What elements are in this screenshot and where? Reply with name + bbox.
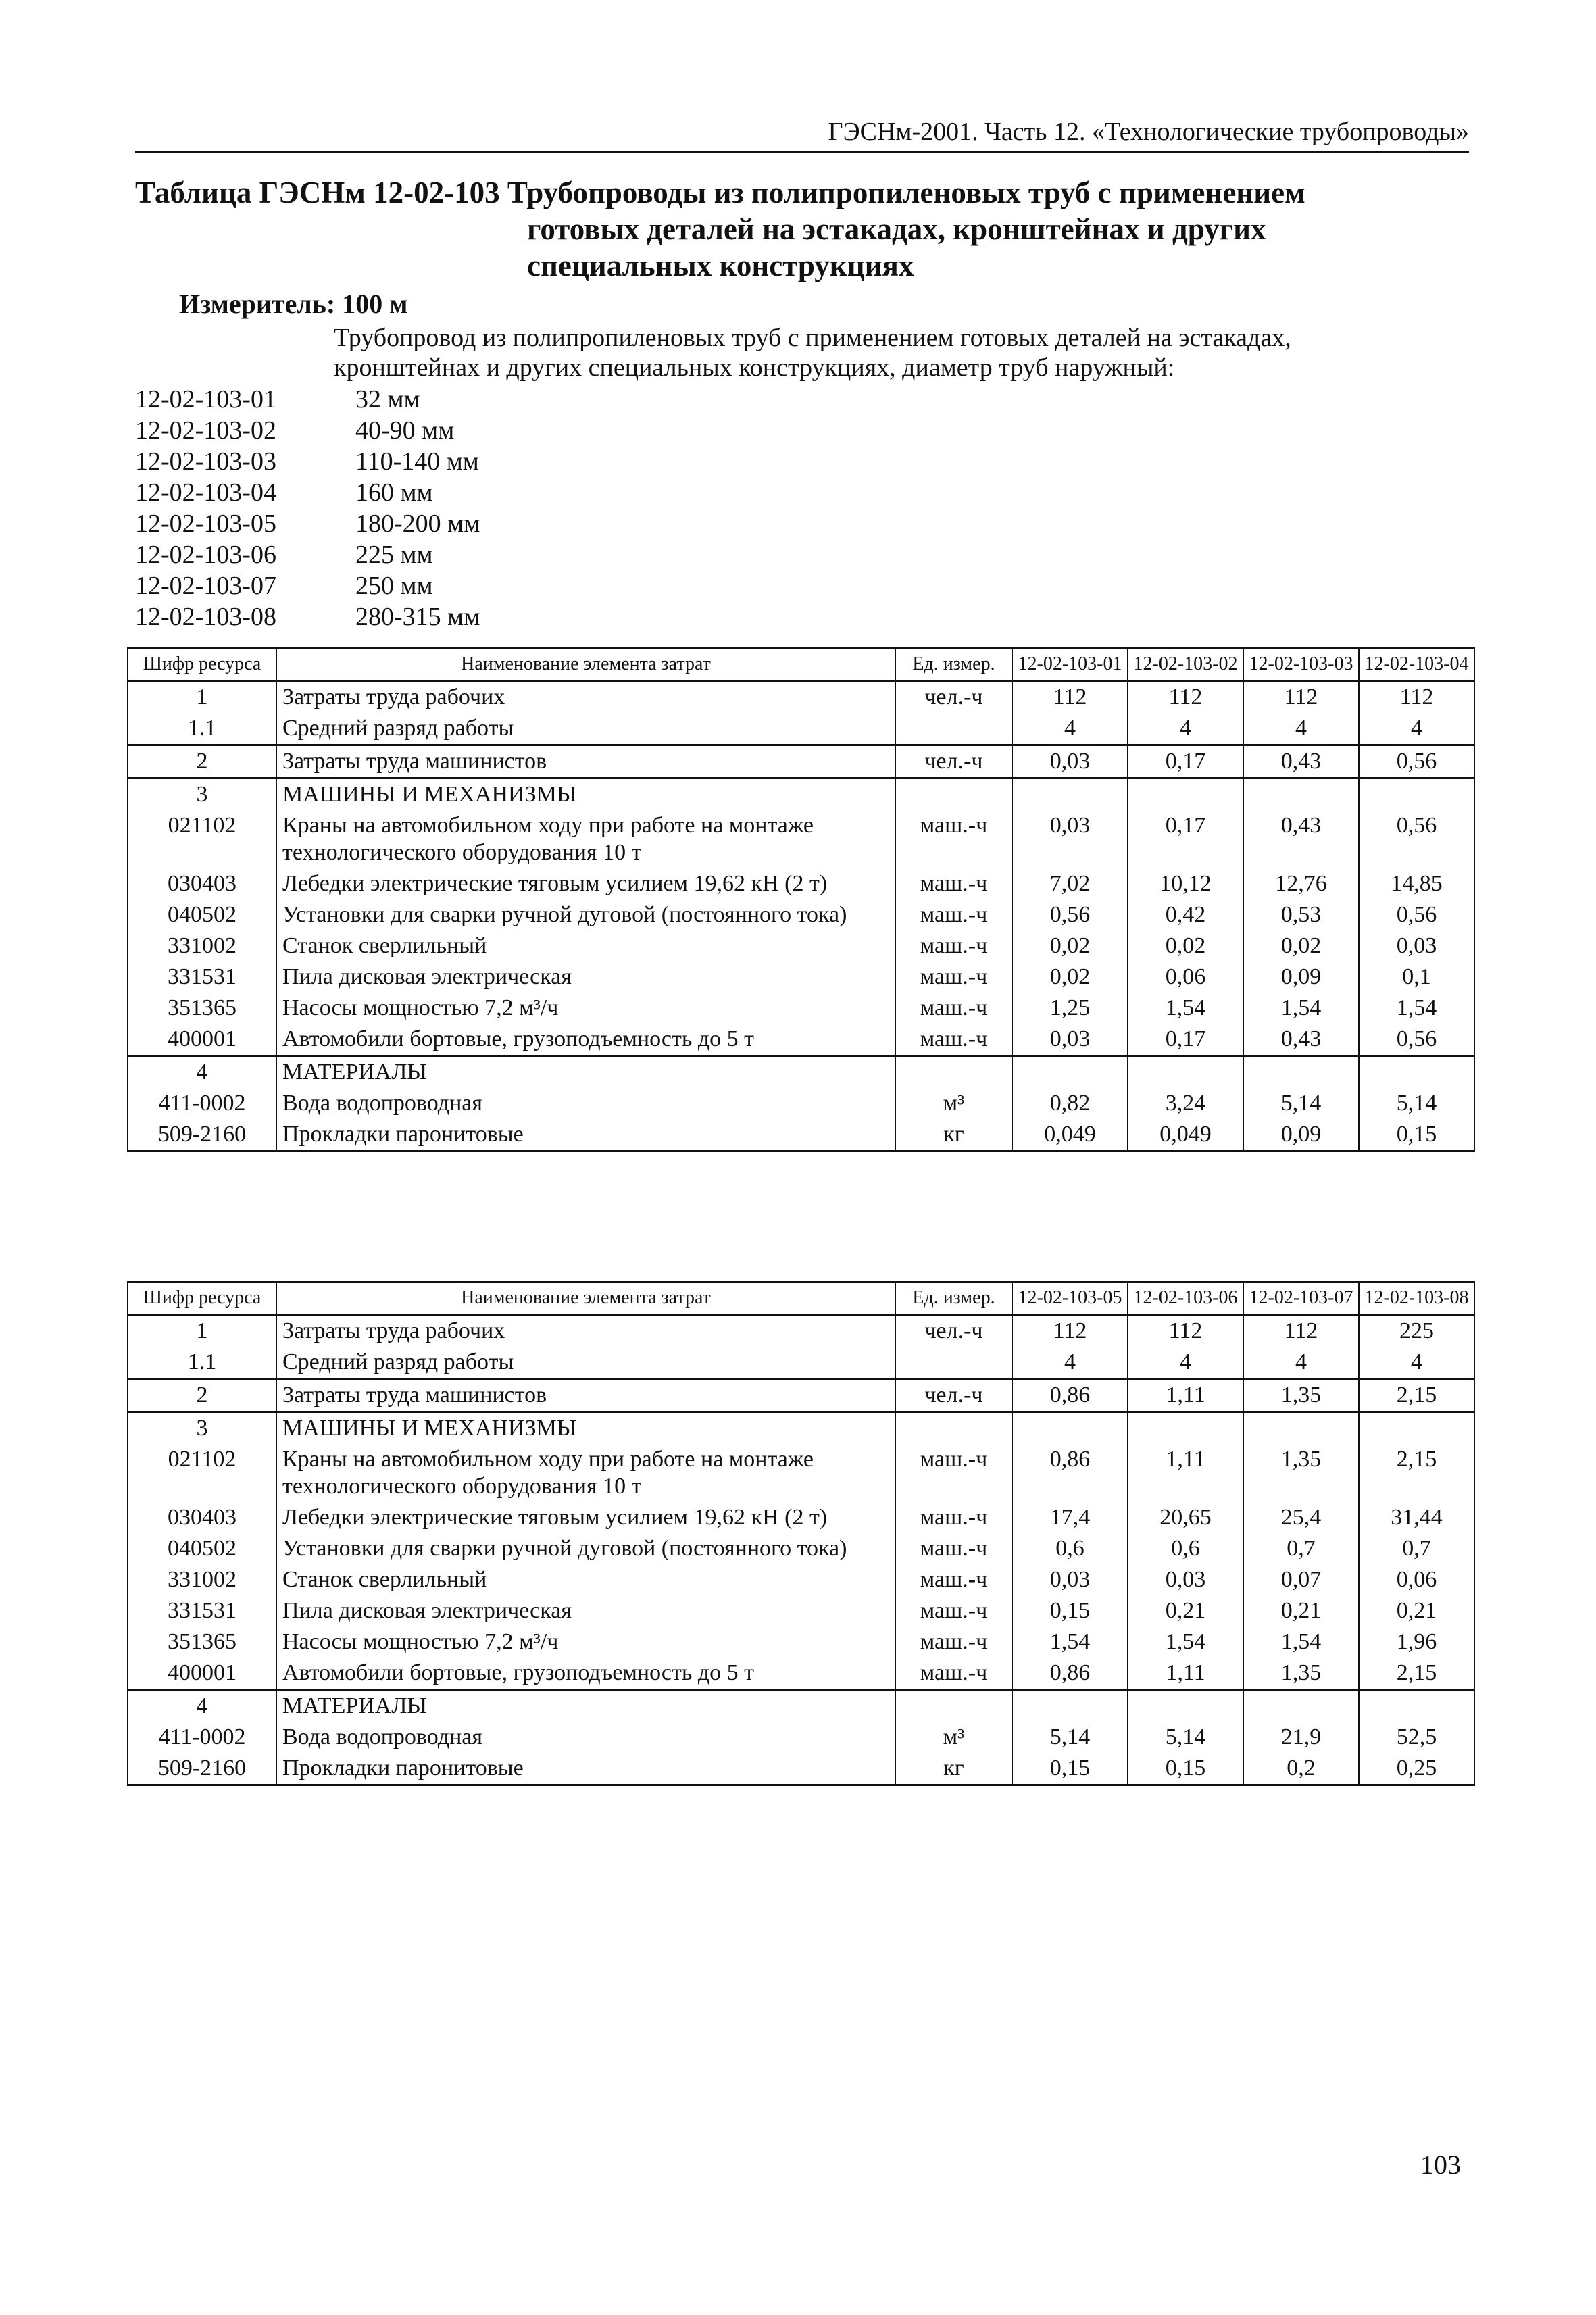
rate-value xyxy=(1359,1056,1474,1089)
table-row xyxy=(128,962,1474,993)
rate-value: 1,54 xyxy=(1128,993,1243,1024)
rate-value: 0,82 xyxy=(1012,1088,1128,1119)
resource-code: 1 xyxy=(128,1315,276,1347)
rate-value: 0,17 xyxy=(1128,810,1243,868)
cost-element-name: Лебедки электрические тяговым усилием 19,62 кН (2 т) xyxy=(276,1502,895,1533)
resource-code: 1.1 xyxy=(128,1347,276,1379)
table-row xyxy=(128,993,1474,1024)
resource-code: 4 xyxy=(128,1690,276,1722)
unit-of-measure: маш.-ч xyxy=(895,1595,1012,1626)
rate-value: 0,7 xyxy=(1359,1533,1474,1564)
cost-element-name: Прокладки паронитовые xyxy=(276,1119,895,1151)
resource-code: 021102 xyxy=(128,1444,276,1502)
resource-code: 331002 xyxy=(128,930,276,962)
rate-value: 10,12 xyxy=(1128,868,1243,899)
resource-code: 030403 xyxy=(128,1502,276,1533)
rate-value: 1,11 xyxy=(1128,1658,1243,1690)
unit-of-measure: маш.-ч xyxy=(895,962,1012,993)
code-list xyxy=(135,384,480,632)
header-rate-code: 12-02-103-01 xyxy=(1012,648,1128,681)
rate-value: 0,03 xyxy=(1012,1024,1128,1056)
cost-element-name: Установки для сварки ручной дуговой (постоянного тока) xyxy=(276,1533,895,1564)
rate-value: 1,11 xyxy=(1128,1379,1243,1412)
rate-value: 3,24 xyxy=(1128,1088,1243,1119)
cost-element-name: Станок сверлильный xyxy=(276,930,895,962)
rate-value xyxy=(1243,1412,1359,1445)
code-list-item xyxy=(135,415,480,446)
table-row xyxy=(128,1379,1474,1412)
header-name: Наименование элемента затрат xyxy=(276,648,895,681)
section-row xyxy=(128,1690,1474,1722)
rate-value xyxy=(1012,1690,1128,1722)
table-header-row xyxy=(128,1282,1474,1315)
rate-value: 4 xyxy=(1359,713,1474,745)
cost-element-name: Затраты труда машинистов xyxy=(276,745,895,778)
section-row xyxy=(128,778,1474,811)
table-row xyxy=(128,1119,1474,1151)
rate-value: 1,54 xyxy=(1243,1626,1359,1658)
unit-of-measure: кг xyxy=(895,1753,1012,1785)
header-unit: Ед. измер. xyxy=(895,648,1012,681)
rate-value: 0,03 xyxy=(1012,1564,1128,1595)
unit-of-measure: маш.-ч xyxy=(895,810,1012,868)
unit-of-measure: м³ xyxy=(895,1722,1012,1753)
unit-of-measure: маш.-ч xyxy=(895,1658,1012,1690)
rate-value: 225 xyxy=(1359,1315,1474,1347)
rate-value: 0,56 xyxy=(1359,810,1474,868)
table-row xyxy=(128,930,1474,962)
cost-element-name: Средний разряд работы xyxy=(276,713,895,745)
rate-value: 31,44 xyxy=(1359,1502,1474,1533)
resource-code: 331531 xyxy=(128,1595,276,1626)
rate-value xyxy=(1243,1690,1359,1722)
unit-of-measure: маш.-ч xyxy=(895,1024,1012,1056)
resource-code: 2 xyxy=(128,745,276,778)
resource-code: 030403 xyxy=(128,868,276,899)
page-number: 103 xyxy=(1420,2149,1461,2180)
resource-code: 509-2160 xyxy=(128,1119,276,1151)
rate-value: 0,1 xyxy=(1359,962,1474,993)
cost-element-name: Краны на автомобильном ходу при работе на монтаже технологического оборудования 10 т xyxy=(276,810,895,868)
resource-code: 509-2160 xyxy=(128,1753,276,1785)
header-rate-code: 12-02-103-04 xyxy=(1359,648,1474,681)
measure-label: Измеритель: xyxy=(179,289,336,319)
resource-code: 400001 xyxy=(128,1658,276,1690)
rate-value xyxy=(1359,1690,1474,1722)
resource-code: 400001 xyxy=(128,1024,276,1056)
table-title xyxy=(135,174,1469,284)
table-row xyxy=(128,1347,1474,1379)
code-list-item xyxy=(135,477,480,508)
cost-element-name: Прокладки паронитовые xyxy=(276,1753,895,1785)
unit-of-measure xyxy=(895,1056,1012,1089)
table-row xyxy=(128,1315,1474,1347)
rate-value: 0,03 xyxy=(1012,745,1128,778)
pipe-diameter: 280-315 мм xyxy=(355,603,480,631)
header-rate-code: 12-02-103-07 xyxy=(1243,1282,1359,1315)
cost-element-name: Насосы мощностью 7,2 м³/ч xyxy=(276,1626,895,1658)
rate-value: 25,4 xyxy=(1243,1502,1359,1533)
header-rate-code: 12-02-103-05 xyxy=(1012,1282,1128,1315)
resource-code: 351365 xyxy=(128,993,276,1024)
rate-value xyxy=(1359,1412,1474,1445)
measure-value: 100 м xyxy=(342,289,408,319)
resource-code: 351365 xyxy=(128,1626,276,1658)
rate-value: 0,6 xyxy=(1012,1533,1128,1564)
code-number: 12-02-103-07 xyxy=(135,572,276,600)
rate-value: 2,15 xyxy=(1359,1444,1474,1502)
table-row xyxy=(128,1753,1474,1785)
unit-of-measure xyxy=(895,778,1012,811)
rate-value: 7,02 xyxy=(1012,868,1128,899)
rate-value: 0,86 xyxy=(1012,1444,1128,1502)
pipe-diameter: 32 мм xyxy=(355,385,420,414)
rate-value: 0,43 xyxy=(1243,745,1359,778)
unit-of-measure: маш.-ч xyxy=(895,1444,1012,1502)
unit-of-measure: маш.-ч xyxy=(895,1564,1012,1595)
rate-value xyxy=(1243,778,1359,811)
rate-value: 0,049 xyxy=(1128,1119,1243,1151)
rate-value: 52,5 xyxy=(1359,1722,1474,1753)
code-list-item xyxy=(135,601,480,632)
rate-value xyxy=(1128,1056,1243,1089)
rate-value: 1,54 xyxy=(1359,993,1474,1024)
cost-element-name: МАШИНЫ И МЕХАНИЗМЫ xyxy=(276,1412,895,1445)
cost-element-name: Автомобили бортовые, грузоподъемность до 5 т xyxy=(276,1024,895,1056)
rate-value: 4 xyxy=(1012,713,1128,745)
table-row xyxy=(128,1626,1474,1658)
cost-element-name: Станок сверлильный xyxy=(276,1564,895,1595)
rate-value: 0,03 xyxy=(1128,1564,1243,1595)
rate-value xyxy=(1012,1412,1128,1445)
pipe-diameter: 160 мм xyxy=(355,478,433,507)
rate-value: 0,43 xyxy=(1243,1024,1359,1056)
header-code: Шифр ресурса xyxy=(128,1282,276,1315)
rate-value: 112 xyxy=(1128,1315,1243,1347)
rate-value: 0,56 xyxy=(1359,745,1474,778)
unit-of-measure: маш.-ч xyxy=(895,1626,1012,1658)
rate-value xyxy=(1359,778,1474,811)
rate-value: 0,03 xyxy=(1359,930,1474,962)
rate-value: 4 xyxy=(1243,1347,1359,1379)
cost-element-name: Лебедки электрические тяговым усилием 19,62 кН (2 т) xyxy=(276,868,895,899)
rate-value: 0,17 xyxy=(1128,1024,1243,1056)
header-rate-code: 12-02-103-08 xyxy=(1359,1282,1474,1315)
rate-value: 20,65 xyxy=(1128,1502,1243,1533)
rate-value: 0,56 xyxy=(1359,899,1474,930)
code-number: 12-02-103-05 xyxy=(135,509,276,538)
rate-value: 14,85 xyxy=(1359,868,1474,899)
rate-value: 0,09 xyxy=(1243,962,1359,993)
rate-value: 112 xyxy=(1012,681,1128,714)
code-list-item xyxy=(135,508,480,539)
resource-code: 331002 xyxy=(128,1564,276,1595)
resource-code: 4 xyxy=(128,1056,276,1089)
cost-element-name: Вода водопроводная xyxy=(276,1722,895,1753)
rate-value: 4 xyxy=(1243,713,1359,745)
pipe-diameter: 225 мм xyxy=(355,541,433,569)
unit-of-measure: маш.-ч xyxy=(895,868,1012,899)
rate-value: 0,17 xyxy=(1128,745,1243,778)
rate-value xyxy=(1128,1412,1243,1445)
unit-of-measure xyxy=(895,713,1012,745)
resource-code: 040502 xyxy=(128,1533,276,1564)
rate-value: 0,15 xyxy=(1359,1119,1474,1151)
title-line-1: Таблица ГЭСНм 12-02-103 Трубопроводы из полипропиленовых труб с применением xyxy=(135,176,1305,209)
cost-element-name: Пила дисковая электрическая xyxy=(276,962,895,993)
cost-element-name: Затраты труда рабочих xyxy=(276,681,895,714)
rate-value: 5,14 xyxy=(1359,1088,1474,1119)
rate-value: 1,54 xyxy=(1128,1626,1243,1658)
measure-unit xyxy=(179,288,407,320)
rate-value: 0,02 xyxy=(1243,930,1359,962)
rate-value: 0,06 xyxy=(1128,962,1243,993)
rate-value: 0,07 xyxy=(1243,1564,1359,1595)
rate-value: 0,02 xyxy=(1128,930,1243,962)
rate-value: 1,54 xyxy=(1012,1626,1128,1658)
table-row xyxy=(128,1088,1474,1119)
rate-value: 4 xyxy=(1128,713,1243,745)
rate-value: 5,14 xyxy=(1012,1722,1128,1753)
resource-code: 411-0002 xyxy=(128,1088,276,1119)
unit-of-measure: кг xyxy=(895,1119,1012,1151)
rate-value: 0,21 xyxy=(1128,1595,1243,1626)
code-list-item xyxy=(135,539,480,570)
rate-value: 0,53 xyxy=(1243,899,1359,930)
code-number: 12-02-103-01 xyxy=(135,385,276,414)
pipe-diameter: 110-140 мм xyxy=(355,447,479,476)
resource-code: 3 xyxy=(128,778,276,811)
rate-value xyxy=(1243,1056,1359,1089)
rate-value: 1,35 xyxy=(1243,1379,1359,1412)
resource-code: 1.1 xyxy=(128,713,276,745)
table-row xyxy=(128,1722,1474,1753)
rate-value: 5,14 xyxy=(1243,1088,1359,1119)
unit-of-measure: маш.-ч xyxy=(895,930,1012,962)
code-number: 12-02-103-02 xyxy=(135,416,276,445)
cost-element-name: Насосы мощностью 7,2 м³/ч xyxy=(276,993,895,1024)
cost-element-name: Пила дисковая электрическая xyxy=(276,1595,895,1626)
table-row xyxy=(128,810,1474,868)
section-row xyxy=(128,1412,1474,1445)
code-number: 12-02-103-03 xyxy=(135,447,276,476)
unit-of-measure: маш.-ч xyxy=(895,993,1012,1024)
rate-value: 4 xyxy=(1359,1347,1474,1379)
unit-of-measure xyxy=(895,1690,1012,1722)
rate-value: 112 xyxy=(1012,1315,1128,1347)
table-row xyxy=(128,1024,1474,1056)
table-row xyxy=(128,1444,1474,1502)
table-header-row xyxy=(128,648,1474,681)
pipe-diameter: 250 мм xyxy=(355,572,433,600)
rate-value: 0,21 xyxy=(1243,1595,1359,1626)
cost-element-name: МАТЕРИАЛЫ xyxy=(276,1056,895,1089)
resource-code: 331531 xyxy=(128,962,276,993)
code-number: 12-02-103-06 xyxy=(135,541,276,569)
rate-value: 1,96 xyxy=(1359,1626,1474,1658)
rate-value: 0,86 xyxy=(1012,1658,1128,1690)
rate-value: 112 xyxy=(1359,681,1474,714)
rate-value: 0,6 xyxy=(1128,1533,1243,1564)
rate-value xyxy=(1012,1056,1128,1089)
rate-value: 5,14 xyxy=(1128,1722,1243,1753)
running-header: ГЭСНм-2001. Часть 12. «Технологические трубопроводы» xyxy=(828,118,1469,146)
rate-value: 0,2 xyxy=(1243,1753,1359,1785)
rate-value: 0,15 xyxy=(1012,1753,1128,1785)
unit-of-measure: чел.-ч xyxy=(895,1315,1012,1347)
table-row xyxy=(128,713,1474,745)
unit-of-measure: чел.-ч xyxy=(895,1379,1012,1412)
cost-element-name: МАТЕРИАЛЫ xyxy=(276,1690,895,1722)
cost-element-name: Установки для сварки ручной дуговой (постоянного тока) xyxy=(276,899,895,930)
rate-value: 1,35 xyxy=(1243,1444,1359,1502)
title-line-2: готовых деталей на эстакадах, кронштейнах и других xyxy=(527,212,1266,246)
rate-value: 12,76 xyxy=(1243,868,1359,899)
rate-value: 0,56 xyxy=(1359,1024,1474,1056)
unit-of-measure: чел.-ч xyxy=(895,681,1012,714)
header-name: Наименование элемента затрат xyxy=(276,1282,895,1315)
table-row xyxy=(128,1658,1474,1690)
cost-table-2 xyxy=(127,1281,1475,1786)
cost-element-name: МАШИНЫ И МЕХАНИЗМЫ xyxy=(276,778,895,811)
rate-value: 0,21 xyxy=(1359,1595,1474,1626)
header-rate-code: 12-02-103-06 xyxy=(1128,1282,1243,1315)
rate-value: 0,7 xyxy=(1243,1533,1359,1564)
resource-code: 040502 xyxy=(128,899,276,930)
work-description: Трубопровод из полипропиленовых труб с применением готовых деталей на эстакадах, кронштейнах и других специальных конструкциях, диаметр труб наружный: xyxy=(334,324,1291,382)
resource-code: 2 xyxy=(128,1379,276,1412)
cost-table-1 xyxy=(127,647,1475,1152)
table-row xyxy=(128,1595,1474,1626)
rate-value xyxy=(1128,1690,1243,1722)
rate-value: 0,09 xyxy=(1243,1119,1359,1151)
header-unit: Ед. измер. xyxy=(895,1282,1012,1315)
code-number: 12-02-103-04 xyxy=(135,478,276,507)
resource-code: 411-0002 xyxy=(128,1722,276,1753)
section-row xyxy=(128,1056,1474,1089)
rate-value: 0,02 xyxy=(1012,930,1128,962)
table-row xyxy=(128,681,1474,714)
code-list-item xyxy=(135,384,480,415)
code-list-item xyxy=(135,446,480,477)
resource-code: 3 xyxy=(128,1412,276,1445)
rate-value: 4 xyxy=(1012,1347,1128,1379)
cost-element-name: Затраты труда машинистов xyxy=(276,1379,895,1412)
rate-value: 1,54 xyxy=(1243,993,1359,1024)
rate-value: 2,15 xyxy=(1359,1379,1474,1412)
rate-value xyxy=(1128,778,1243,811)
rate-value: 0,15 xyxy=(1012,1595,1128,1626)
rate-value: 112 xyxy=(1243,1315,1359,1347)
unit-of-measure: чел.-ч xyxy=(895,745,1012,778)
unit-of-measure: маш.-ч xyxy=(895,899,1012,930)
header-rule xyxy=(135,151,1469,153)
pipe-diameter: 40-90 мм xyxy=(355,416,455,445)
code-list-item xyxy=(135,570,480,601)
header-rate-code: 12-02-103-03 xyxy=(1243,648,1359,681)
cost-element-name: Автомобили бортовые, грузоподъемность до 5 т xyxy=(276,1658,895,1690)
code-number: 12-02-103-08 xyxy=(135,603,276,631)
rate-value: 2,15 xyxy=(1359,1658,1474,1690)
rate-value: 0,03 xyxy=(1012,810,1128,868)
rate-value: 1,35 xyxy=(1243,1658,1359,1690)
unit-of-measure xyxy=(895,1412,1012,1445)
rate-value: 0,02 xyxy=(1012,962,1128,993)
unit-of-measure: маш.-ч xyxy=(895,1502,1012,1533)
rate-value: 0,049 xyxy=(1012,1119,1128,1151)
cost-element-name: Затраты труда рабочих xyxy=(276,1315,895,1347)
unit-of-measure: м³ xyxy=(895,1088,1012,1119)
table-row xyxy=(128,1533,1474,1564)
table-row xyxy=(128,745,1474,778)
rate-value: 112 xyxy=(1243,681,1359,714)
header-code: Шифр ресурса xyxy=(128,648,276,681)
cost-element-name: Вода водопроводная xyxy=(276,1088,895,1119)
rate-value: 21,9 xyxy=(1243,1722,1359,1753)
header-rate-code: 12-02-103-02 xyxy=(1128,648,1243,681)
rate-value: 0,56 xyxy=(1012,899,1128,930)
rate-value: 1,25 xyxy=(1012,993,1128,1024)
rate-value: 0,42 xyxy=(1128,899,1243,930)
resource-code: 021102 xyxy=(128,810,276,868)
rate-value: 17,4 xyxy=(1012,1502,1128,1533)
rate-value: 0,86 xyxy=(1012,1379,1128,1412)
cost-element-name: Средний разряд работы xyxy=(276,1347,895,1379)
rate-value: 1,11 xyxy=(1128,1444,1243,1502)
rate-value: 0,25 xyxy=(1359,1753,1474,1785)
cost-element-name: Краны на автомобильном ходу при работе на монтаже технологического оборудования 10 т xyxy=(276,1444,895,1502)
rate-value: 112 xyxy=(1128,681,1243,714)
rate-value: 0,15 xyxy=(1128,1753,1243,1785)
table-row xyxy=(128,1502,1474,1533)
unit-of-measure: маш.-ч xyxy=(895,1533,1012,1564)
table-row xyxy=(128,868,1474,899)
rate-value: 4 xyxy=(1128,1347,1243,1379)
rate-value: 0,43 xyxy=(1243,810,1359,868)
table-row xyxy=(128,1564,1474,1595)
unit-of-measure xyxy=(895,1347,1012,1379)
title-line-3: специальных конструкциях xyxy=(527,249,914,282)
resource-code: 1 xyxy=(128,681,276,714)
rate-value xyxy=(1012,778,1128,811)
pipe-diameter: 180-200 мм xyxy=(355,509,480,538)
rate-value: 0,06 xyxy=(1359,1564,1474,1595)
table-row xyxy=(128,899,1474,930)
